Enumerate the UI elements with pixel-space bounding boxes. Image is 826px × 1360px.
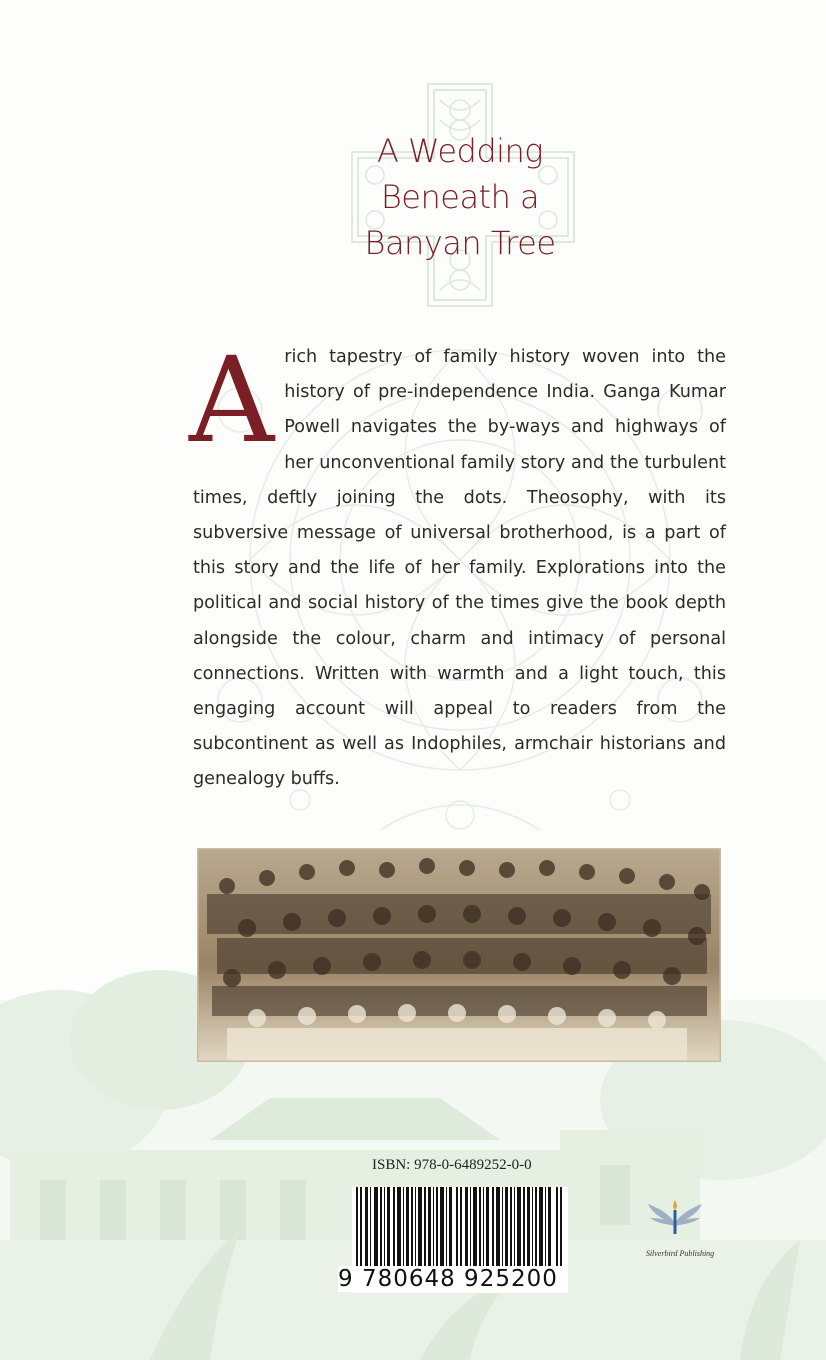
- title-line-1: A Wedding: [376, 132, 543, 170]
- historical-group-photograph: [197, 848, 721, 1062]
- silverbird-logo-icon: [646, 1196, 704, 1240]
- blurb-text: rich tapestry of family history woven into the history of pre-independence India. Ganga Kumar Powell navigates the by-ways and highways of her unconventional family story and the turbulent times, deftly joining the dots. Theosophy, with its subversive message of universal brotherhood, is a part of this story and the life of her family. Explorations into the political and social history of the times give the book depth alongside the colour, charm and intimacy of personal connections. Written with warmth and a light touch, this engaging account will appeal to readers from the subcontinent as well as Indophiles, armchair historians and genealogy buffs.: [193, 347, 726, 790]
- drop-cap: A: [189, 331, 275, 469]
- isbn-label: ISBN: 978-0-6489252-0-0: [372, 1157, 532, 1173]
- publisher-name: Silverbird Publishing: [645, 1249, 715, 1258]
- barcode-digits: 9 780648 925200: [338, 1266, 566, 1292]
- title-line-2: Beneath a: [380, 178, 540, 216]
- back-cover-blurb: [189, 331, 726, 798]
- book-title: [350, 128, 570, 266]
- title-line-3: Banyan Tree: [364, 224, 556, 262]
